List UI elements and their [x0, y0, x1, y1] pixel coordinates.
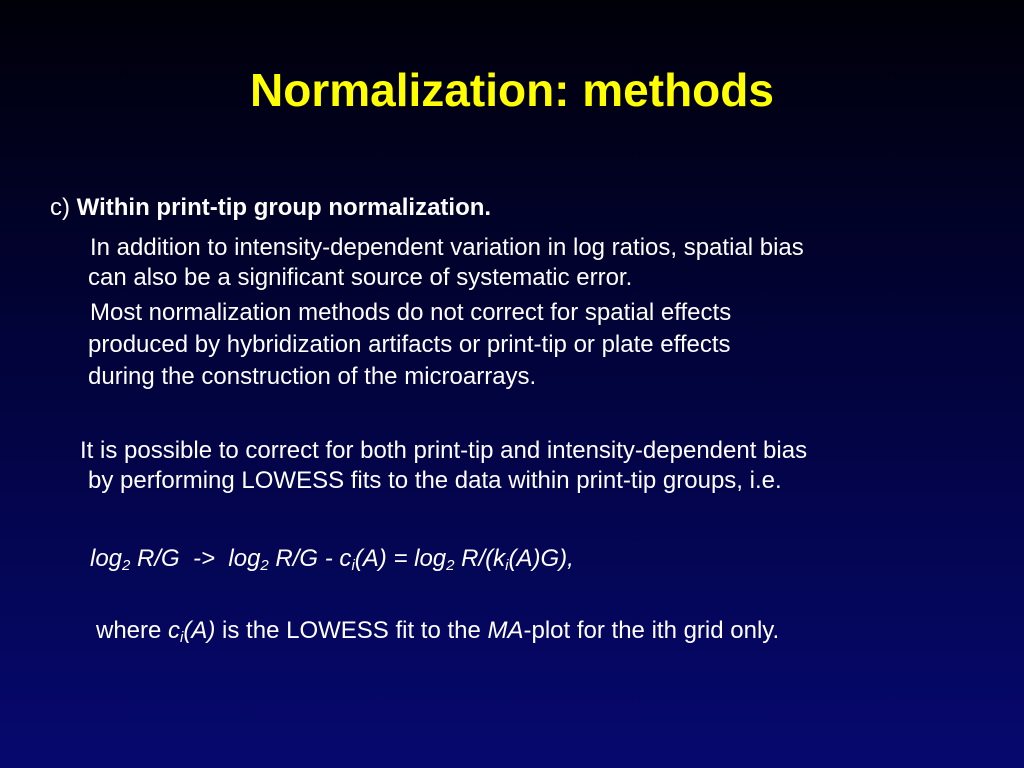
formula-sub-3: 2	[446, 557, 455, 574]
paragraph-1-line-1: In addition to intensity-dependent variation in log ratios, spatial bias	[90, 234, 804, 261]
where-ma: MA	[487, 617, 524, 644]
paragraph-2-line-1: Most normalization methods do not correct for spatial effects	[90, 299, 732, 326]
paragraph-2-line-2: produced by hybridization artifacts or print-tip or plate effects	[88, 331, 731, 358]
formula-ratio-3: R/(k	[454, 545, 506, 572]
normalization-formula	[90, 544, 574, 574]
section-heading	[50, 193, 491, 223]
where-sub-i: i	[180, 629, 184, 646]
paragraph-1-line-2: can also be a significant source of systematic error.	[88, 264, 633, 291]
where-prefix: where	[96, 617, 169, 644]
formula-sub-2: 2	[260, 557, 269, 574]
formula-sub-i-1: i	[351, 557, 355, 574]
formula-log-2: log	[228, 545, 261, 572]
paragraph-3-line-2: by performing LOWESS fits to the data within print-tip groups, i.e.	[88, 467, 782, 494]
formula-mid: (A) =	[354, 545, 415, 572]
where-c: c	[168, 617, 181, 644]
paragraph-3-line-1: It is possible to correct for both print-tip and intensity-dependent bias	[80, 437, 808, 464]
where-suffix: -plot for the ith grid only.	[523, 617, 780, 644]
slide-title: Normalization: methods	[250, 64, 774, 116]
formula-sub-i-2: i	[505, 557, 509, 574]
section-heading-text: Within print-tip group normalization.	[76, 194, 492, 221]
where-a: (A)	[183, 617, 216, 644]
formula-log-3: log	[414, 545, 447, 572]
formula-sub-1: 2	[122, 557, 131, 574]
formula-ratio-2: R/G - c	[268, 545, 352, 572]
paragraph-2-line-3: during the construction of the microarrays.	[88, 363, 537, 390]
formula-end: (A)G),	[508, 545, 574, 572]
section-marker: c)	[50, 194, 70, 221]
where-line	[96, 616, 779, 646]
where-middle: is the LOWESS fit to the	[215, 617, 488, 644]
formula-log-1: log	[90, 545, 123, 572]
formula-ratio-1: R/G ->	[130, 545, 229, 572]
